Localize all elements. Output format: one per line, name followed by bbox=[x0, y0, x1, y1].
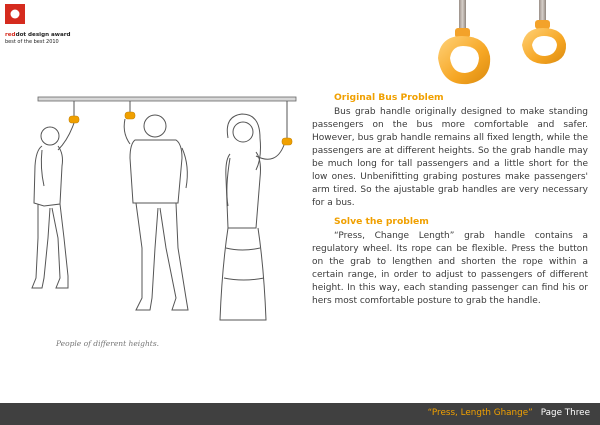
award-subtitle: best of the best 2010 bbox=[5, 39, 59, 45]
passengers-illustration bbox=[30, 88, 305, 333]
section-heading-solution: Solve the problem bbox=[334, 216, 429, 227]
section-body-original-problem: Bus grab handle originally designed to make standing passengers on the bus more comfortable and safer. However, bus grab handle remains all fixed length, while the passengers are at different heights. So the grab handle may be much long for tall passengers and a little short for the low ones. Unbenifitting grabing postures make passengers' arm tired. So the ajustable grab handles are very necessary for a bus. bbox=[312, 107, 588, 208]
article-text bbox=[312, 91, 588, 308]
section-body-solution: “Press, Change Length” grab handle contains a regulatory wheel. Its rope can be flexible. Press the button on the grab to lengthen and shorten the rope within a certain range, in order to adjust to passengers of different height. In this way, each standing passenger can find his or hers most comfortable posture to grab the handle. bbox=[312, 231, 588, 306]
red-dot-icon bbox=[5, 4, 25, 24]
page-footer bbox=[0, 403, 600, 425]
grab-handles-image bbox=[430, 0, 600, 100]
footer-text bbox=[428, 408, 590, 418]
footer-title: “Press, Length Ghange” bbox=[427, 408, 533, 418]
figure-caption: People of different heights. bbox=[55, 339, 160, 348]
award-name: reddot design award bbox=[5, 32, 71, 38]
section-heading-original-problem: Original Bus Problem bbox=[334, 92, 444, 103]
page-number: Page Three bbox=[540, 408, 590, 418]
